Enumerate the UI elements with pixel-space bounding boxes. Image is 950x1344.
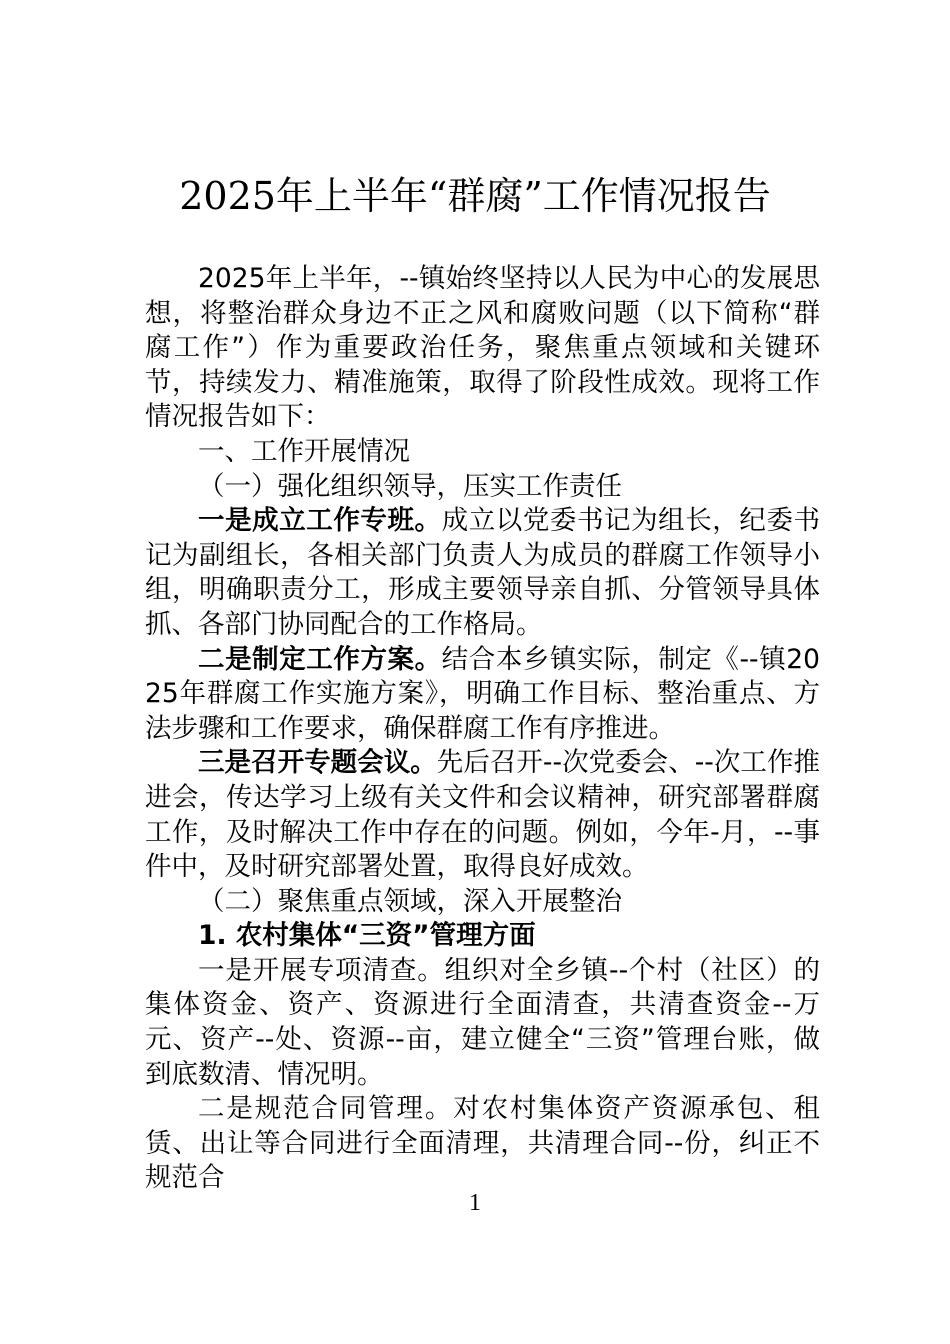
paragraph-lead: 三是召开专题会议。	[198, 747, 437, 779]
paragraph-text: 成立以党委书记为组长，纪委书记为副组长，各相关部门负责人为成员的群腐工作领导小组，明确职责分工，形成主要领导亲自抓、分管领导具体抓、各部门协同配合的工作格局。	[145, 505, 821, 640]
paragraph-special-audit: 一是开展专项清查。组织对全乡镇--个村（社区）的集体资金、资产、资源进行全面清查，共清查资金--万元、资产--处、资源--亩，建立健全“三资”管理台账，做到底数清、情况明。	[145, 954, 820, 1090]
document-title: 2025年上半年“群腐”工作情况报告	[179, 174, 771, 218]
paragraph-lead: 一是成立工作专班。	[198, 505, 442, 537]
page-number: 1	[469, 1190, 481, 1216]
subsection-heading-1: （一）强化组织领导，压实工作责任	[198, 470, 622, 502]
item-heading: 1. 农村集体“三资”管理方面	[198, 920, 536, 952]
paragraph-text: 先后召开--次党委会、--次工作推进会，传达学习上级有关文件和会议精神，研究部署群腐工作，及时解决工作中存在的问题。例如，今年-月，--事件中，及时研究部署处置，取得良好成效。	[145, 747, 821, 883]
paragraph-text: 结合本乡镇实际，制定《--镇2025年群腐工作实施方案》，明确工作目标、整治重点、方法步骤和工作要求，确保群腐工作有序推进。	[145, 643, 820, 744]
paragraph-contract-management: 二是规范合同管理。对农村集体资产资源承包、租赁、出让等合同进行全面清理，共清理合同--份，纠正不规范合	[145, 1093, 820, 1194]
paragraph-special-meetings	[145, 746, 820, 884]
paragraph-work-team	[145, 504, 820, 642]
subsection-heading-2: （二）聚焦重点领域，深入开展整治	[198, 885, 622, 917]
paragraph-work-plan	[145, 643, 820, 747]
paragraph-lead: 二是制定工作方案。	[198, 643, 442, 675]
intro-paragraph: 2025年上半年，--镇始终坚持以人民为中心的发展思想，将整治群众身边不正之风和腐败问题（以下简称“群腐工作”）作为重要政治任务，聚焦重点领域和关键环节，持续发力、精准施策，取得了阶段性成效。现将工作情况报告如下：	[145, 263, 820, 433]
document-body	[145, 262, 820, 1196]
section-heading: 一、工作开展情况	[198, 435, 410, 467]
